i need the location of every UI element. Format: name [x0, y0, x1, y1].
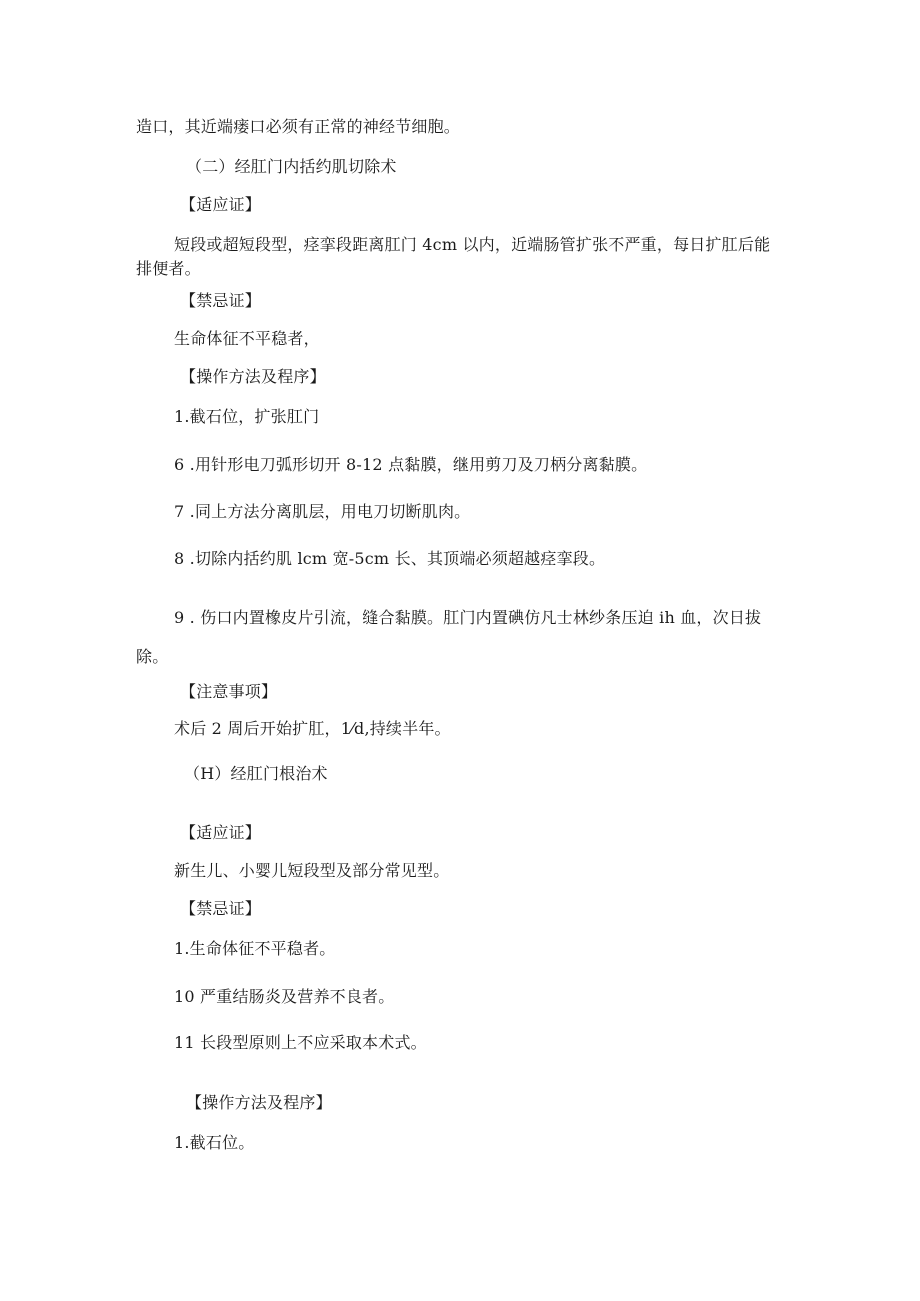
text-line: 排便者。	[136, 259, 201, 278]
list-item: 6 .用针形电刀弧形切开 8-12 点黏膜，继用剪刀及刀柄分离黏膜。	[174, 455, 648, 474]
subsection-heading: 【操作方法及程序】	[180, 367, 326, 386]
list-item: 1.截石位，扩张肛门	[174, 407, 320, 426]
list-item: 10 严重结肠炎及营养不良者。	[174, 987, 395, 1006]
list-item: 11 长段型原则上不应采取本术式。	[174, 1033, 427, 1052]
text-line: 短段或超短段型，痉挛段距离肛门 4cm 以内，近端肠管扩张不严重，每日扩肛后能	[174, 235, 771, 254]
list-item: 7 .同上方法分离肌层，用电刀切断肌肉。	[174, 502, 471, 521]
list-item: 1.生命体征不平稳者。	[174, 939, 336, 958]
list-item: 1.截石位。	[174, 1133, 255, 1152]
text-line: 造口，其近端瘘口必须有正常的神经节细胞。	[136, 117, 461, 136]
text-line: 除。	[136, 647, 169, 666]
section-heading: （H）经肛门根治术	[184, 764, 328, 783]
text-line: 新生儿、小婴儿短段型及部分常见型。	[174, 861, 450, 880]
subsection-heading: 【禁忌证】	[180, 899, 262, 918]
text-line: 术后 2 周后开始扩肛，1⁄d,持续半年。	[174, 719, 451, 738]
list-item: 9 . 伤口内置橡皮片引流，缝合黏膜。肛门内置碘仿凡士林纱条压迫 ih 血，次日拔	[174, 608, 762, 627]
subsection-heading: 【注意事项】	[180, 682, 278, 701]
subsection-heading: 【禁忌证】	[180, 291, 262, 310]
text-line: 生命体征不平稳者，	[174, 329, 320, 348]
subsection-heading: 【适应证】	[180, 823, 262, 842]
subsection-heading: 【适应证】	[180, 195, 262, 214]
subsection-heading: 【操作方法及程序】	[186, 1093, 332, 1112]
section-heading: （二）经肛门内括约肌切除术	[186, 157, 397, 176]
list-item: 8 .切除内括约肌 lcm 宽-5cm 长、其顶端必须超越痉挛段。	[174, 549, 606, 568]
